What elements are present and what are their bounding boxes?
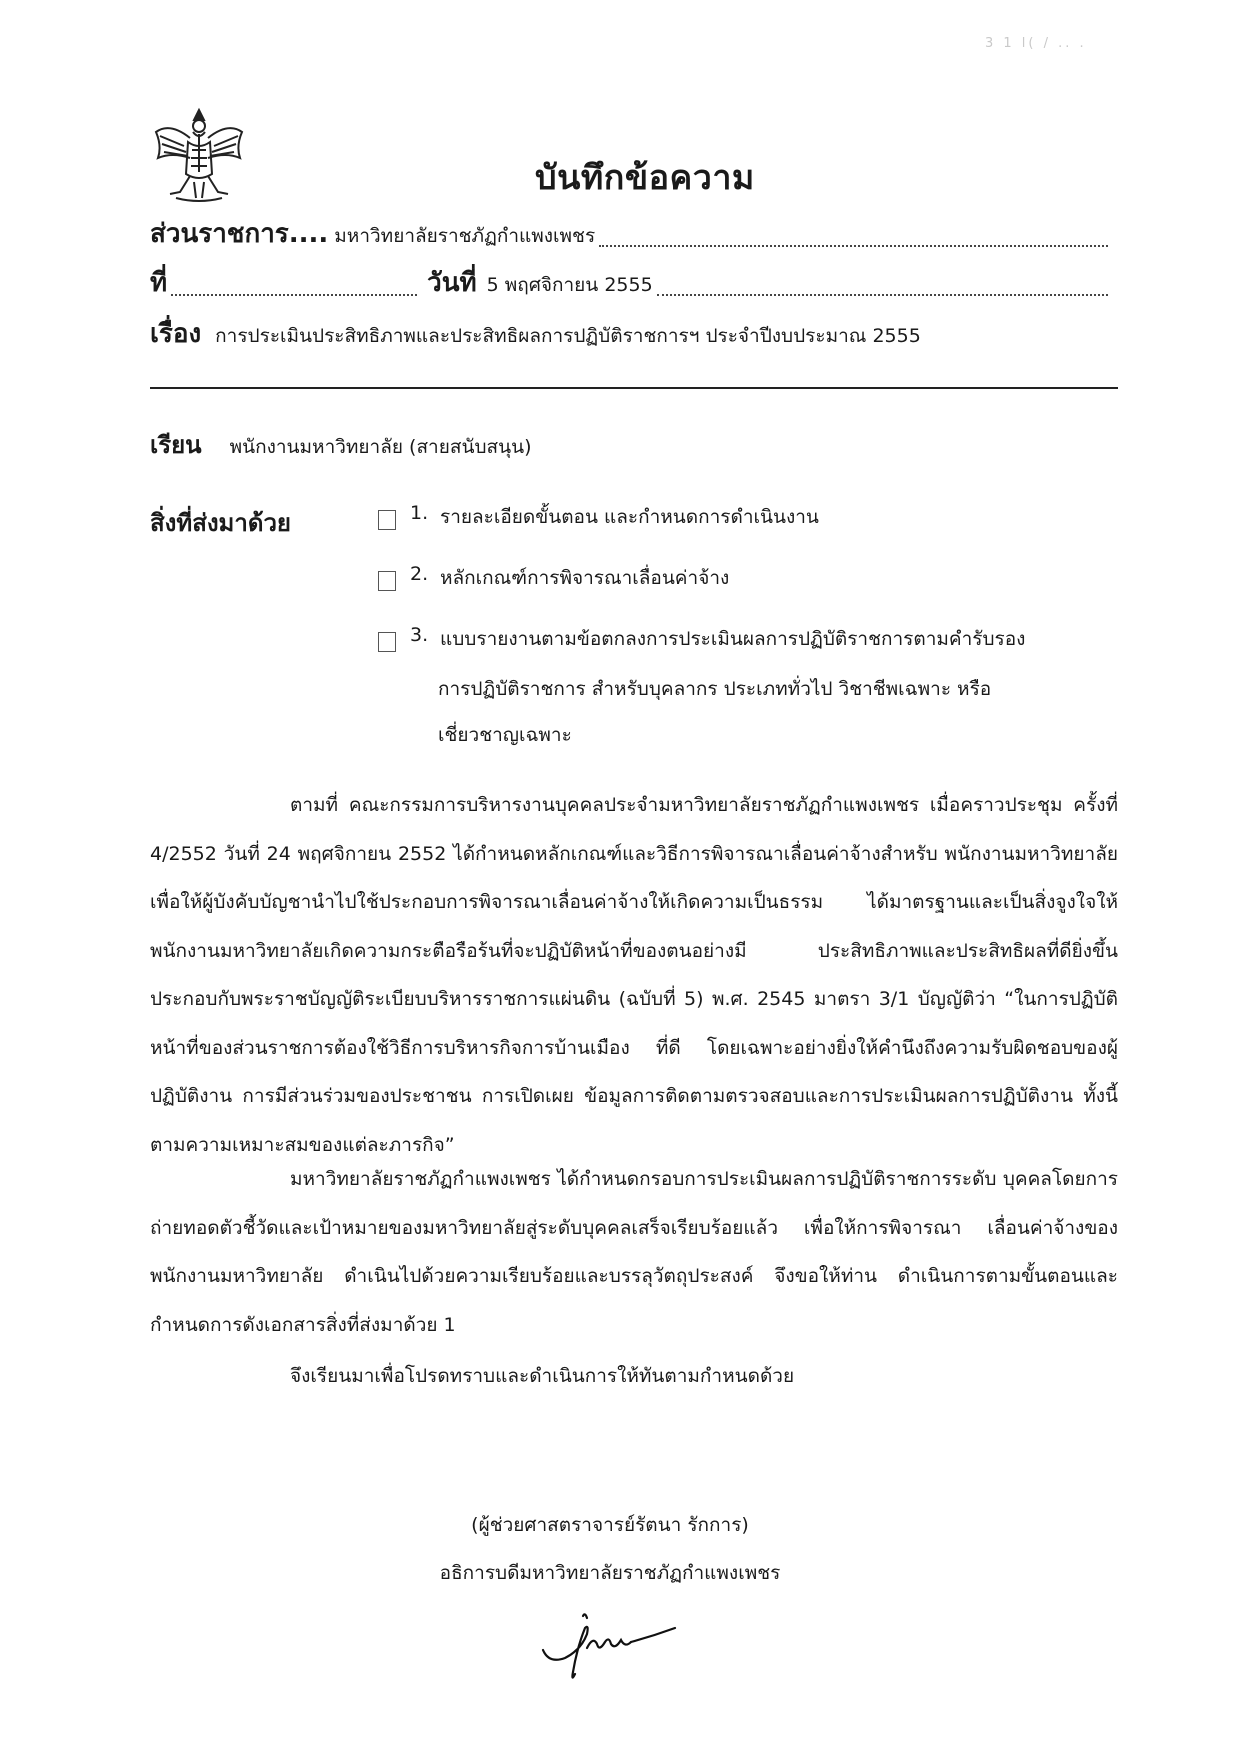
signer-name: (ผู้ช่วยศาสตราจารย์รัตนา รักการ): [471, 1514, 749, 1536]
header-divider: [150, 387, 1118, 389]
attachment-num: 1.: [410, 502, 429, 524]
ref-label: ที่: [150, 268, 168, 298]
signer-position: อธิการบดีมหาวิทยาลัยราชภัฏกำแพงเพชร: [439, 1562, 781, 1584]
checkbox-icon[interactable]: [378, 632, 396, 652]
attachment-3-line2: การปฏิบัติราชการ สำหรับบุคลากร ประเภททั่วไป วิชาชีพเฉพาะ หรือ: [438, 678, 992, 700]
to-value: พนักงานมหาวิทยาลัย (สายสนับสนุน): [229, 436, 532, 458]
date-value: 5 พฤศจิกายน 2555: [486, 274, 653, 296]
attachment-num: 3.: [410, 624, 429, 646]
subject-row: [150, 313, 1112, 354]
attachments-label: [150, 503, 291, 542]
signature-icon: [535, 1608, 680, 1688]
dotted-line: [599, 245, 1108, 247]
attachment-3-line3: เชี่ยวชาญเฉพาะ: [438, 724, 572, 746]
subject-label: เรื่อง: [150, 319, 202, 349]
attachment-text: รายละเอียดขั้นตอน และกำหนดการดำเนินงาน: [440, 506, 819, 528]
faint-stamp: 3 1 l( / .. .: [985, 36, 1087, 51]
agency-label: ส่วนราชการ....: [150, 219, 329, 249]
attachment-num: 2.: [410, 563, 429, 585]
attachment-item-1: [378, 502, 819, 532]
date-label: วันที่: [427, 268, 477, 298]
subject-value: การประเมินประสิทธิภาพและประสิทธิผลการปฏิบัติราชการฯ ประจำปีงบประมาณ 2555: [215, 325, 921, 347]
garuda-emblem-icon: [150, 102, 248, 206]
attachment-item-2: [378, 563, 729, 593]
agency-value: มหาวิทยาลัยราชภัฏกำแพงเพชร: [334, 225, 596, 247]
memo-title: บันทึกข้อความ: [535, 158, 755, 198]
to-label: เรียน: [150, 431, 202, 459]
ref-date-row: [150, 262, 1112, 303]
paragraph-text: มหาวิทยาลัยราชภัฏกำแพงเพชร ได้กำหนดกรอบการประเมินผลการปฏิบัติราชการระดับ บุคคลโดยการถ่ายทอดตัวชี้วัดและเป้าหมายของมหาวิทยาลัยสู่ระดับบุคคลเสร็จเรียบร้อยแล้ว เพื่อให้การพิจารณา เลื่อนค่าจ้างของพนักงานมหาวิทยาลัย ดำเนินไปด้วยความเรียบร้อยและบรรลุวัตถุประสงค์ จึงขอให้ท่าน ดำเนินการตามขั้นตอนและกำหนดการดังเอกสารสิ่งที่ส่งมาด้วย 1: [150, 1168, 1118, 1336]
attachment-text: หลักเกณฑ์การพิจารณาเลื่อนค่าจ้าง: [440, 567, 730, 589]
closing-line: จึงเรียนมาเพื่อโปรดทราบและดำเนินการให้ทันตามกำหนดด้วย: [290, 1365, 795, 1387]
body-paragraph-2: [150, 1155, 1118, 1349]
body-paragraph-1: [150, 781, 1118, 1169]
agency-row: [150, 213, 1112, 254]
to-row: [150, 425, 531, 464]
checkbox-icon[interactable]: [378, 510, 396, 530]
checkbox-icon[interactable]: [378, 571, 396, 591]
attachment-text: แบบรายงานตามข้อตกลงการประเมินผลการปฏิบัติราชการตามคำรับรอง: [440, 628, 1026, 650]
dotted-line: [171, 294, 417, 296]
paragraph-text: ตามที่ คณะกรรมการบริหารงานบุคคลประจำมหาวิทยาลัยราชภัฏกำแพงเพชร เมื่อคราวประชุม ครั้งที่ 4/2552 วันที่ 24 พฤศจิกายน 2552 ได้กำหนดหลักเกณฑ์และวิธีการพิจารณาเลื่อนค่าจ้างสำหรับ พนักงานมหาวิทยาลัย เพื่อให้ผู้บังคับบัญชานำไปใช้ประกอบการพิจารณาเลื่อนค่าจ้างให้เกิดความเป็นธรรม ได้มาตรฐานและเป็นสิ่งจูงใจให้พนักงานมหาวิทยาลัยเกิดความกระตือรือร้นที่จะปฏิบัติหน้าที่ของตนอย่างมี ประสิทธิภาพและประสิทธิผลที่ดียิ่งขึ้น ประกอบกับพระราชบัญญัติระเบียบบริหารราชการแผ่นดิน (ฉบับที่ 5) พ.ศ. 2545 มาตรา 3/1 บัญญัติว่า “ในการปฏิบัติหน้าที่ของส่วนราชการต้องใช้วิธีการบริหารกิจการบ้านเมือง ที่ดี โดยเฉพาะอย่างยิ่งให้คำนึงถึงความรับผิดชอบของผู้ปฏิบัติงาน การมีส่วนร่วมของประชาชน การเปิดเผย ข้อมูลการติดตามตรวจสอบและการประเมินผลการปฏิบัติงาน ทั้งนี้ ตามความเหมาะสมของแต่ละภารกิจ”: [150, 794, 1118, 1156]
attachments-label-text: สิ่งที่ส่งมาด้วย: [150, 509, 291, 537]
attachment-item-3: [378, 624, 1025, 654]
dotted-line: [657, 294, 1108, 296]
